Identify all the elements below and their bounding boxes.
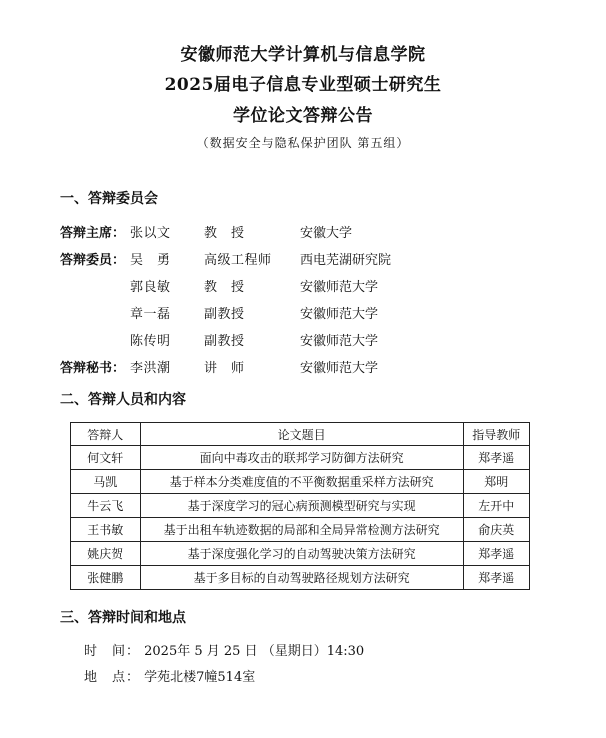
cell-thesis-title: 基于多目标的自动驾驶路径规划方法研究 bbox=[140, 566, 463, 590]
table-row bbox=[71, 542, 530, 566]
cell-student: 王书敏 bbox=[71, 518, 141, 542]
committee-row bbox=[60, 222, 560, 242]
committee-org: 安徽师范大学 bbox=[300, 361, 379, 376]
cell-advisor: 郑孝遥 bbox=[463, 566, 529, 590]
committee-row bbox=[60, 276, 560, 296]
committee-title: 讲 师 bbox=[204, 361, 245, 376]
committee-name: 郭良敏 bbox=[130, 280, 171, 295]
committee-title: 教 授 bbox=[204, 280, 245, 295]
column-header-thesis-title: 论文题目 bbox=[140, 423, 463, 446]
committee-name: 陈传明 bbox=[130, 334, 171, 349]
schedule-heading: 三、答辩时间和地点 bbox=[60, 610, 186, 626]
committee-org: 西电芜湖研究院 bbox=[300, 253, 392, 268]
committee-name: 张以文 bbox=[130, 226, 171, 241]
cell-advisor: 左开中 bbox=[463, 494, 529, 518]
time-label: 时 间： bbox=[84, 644, 141, 659]
committee-row bbox=[60, 249, 560, 269]
committee-role: 答辩秘书： bbox=[60, 361, 126, 376]
place-value: 学苑北楼7幢514室 bbox=[144, 670, 256, 685]
cell-student: 姚庆贺 bbox=[71, 542, 141, 566]
committee-name: 李洪潮 bbox=[130, 361, 171, 376]
committee-row bbox=[60, 303, 560, 323]
table-row bbox=[71, 566, 530, 590]
table-row bbox=[71, 518, 530, 542]
cell-student: 张健鹏 bbox=[71, 566, 141, 590]
committee-role: 答辩委员： bbox=[60, 253, 126, 268]
time-value: 2025年 5 月 25 日 （星期日）14:30 bbox=[144, 644, 365, 659]
cell-student: 何文轩 bbox=[71, 446, 141, 470]
place-label: 地 点： bbox=[84, 670, 141, 685]
committee-org: 安徽大学 bbox=[300, 226, 353, 241]
committee-title: 教 授 bbox=[204, 226, 245, 241]
committee-title: 副教授 bbox=[204, 307, 245, 322]
cell-thesis-title: 基于深度强化学习的自动驾驶决策方法研究 bbox=[140, 542, 463, 566]
title-program: 2025届电子信息专业型硕士研究生 bbox=[164, 75, 442, 95]
committee-heading: 一、答辩委员会 bbox=[60, 191, 158, 207]
committee-name: 章一磊 bbox=[130, 307, 171, 322]
cell-advisor: 郑明 bbox=[463, 470, 529, 494]
column-header-student: 答辩人 bbox=[71, 423, 141, 446]
cell-thesis-title: 基于出租车轨迹数据的局部和全局异常检测方法研究 bbox=[140, 518, 463, 542]
defense-heading: 二、答辩人员和内容 bbox=[60, 392, 186, 408]
committee-row bbox=[60, 357, 560, 377]
cell-thesis-title: 基于深度学习的冠心病预测模型研究与实现 bbox=[140, 494, 463, 518]
table-row bbox=[71, 494, 530, 518]
title-announcement: 学位论文答辩公告 bbox=[233, 106, 373, 126]
table-header-row bbox=[71, 423, 530, 446]
committee-role: 答辩主席： bbox=[60, 226, 126, 241]
committee-org: 安徽师范大学 bbox=[300, 280, 379, 295]
title-school: 安徽师范大学计算机与信息学院 bbox=[180, 45, 426, 65]
cell-advisor: 俞庆英 bbox=[463, 518, 529, 542]
schedule-place-row bbox=[84, 666, 255, 685]
schedule-time-row bbox=[84, 640, 364, 659]
committee-title: 高级工程师 bbox=[204, 253, 272, 268]
column-header-advisor: 指导教师 bbox=[463, 423, 529, 446]
subtitle-team: （数据安全与隐私保护团队 第五组） bbox=[196, 136, 410, 150]
cell-advisor: 郑孝遥 bbox=[463, 542, 529, 566]
table-row bbox=[71, 470, 530, 494]
cell-student: 牛云飞 bbox=[71, 494, 141, 518]
cell-student: 马凯 bbox=[71, 470, 141, 494]
cell-thesis-title: 面向中毒攻击的联邦学习防御方法研究 bbox=[140, 446, 463, 470]
committee-row bbox=[60, 330, 560, 350]
committee-org: 安徽师范大学 bbox=[300, 307, 379, 322]
defense-table bbox=[70, 422, 530, 590]
cell-thesis-title: 基于样本分类难度值的不平衡数据重采样方法研究 bbox=[140, 470, 463, 494]
table-row bbox=[71, 446, 530, 470]
committee-title: 副教授 bbox=[204, 334, 245, 349]
committee-org: 安徽师范大学 bbox=[300, 334, 379, 349]
committee-name: 吴 勇 bbox=[130, 253, 171, 268]
cell-advisor: 郑孝遥 bbox=[463, 446, 529, 470]
